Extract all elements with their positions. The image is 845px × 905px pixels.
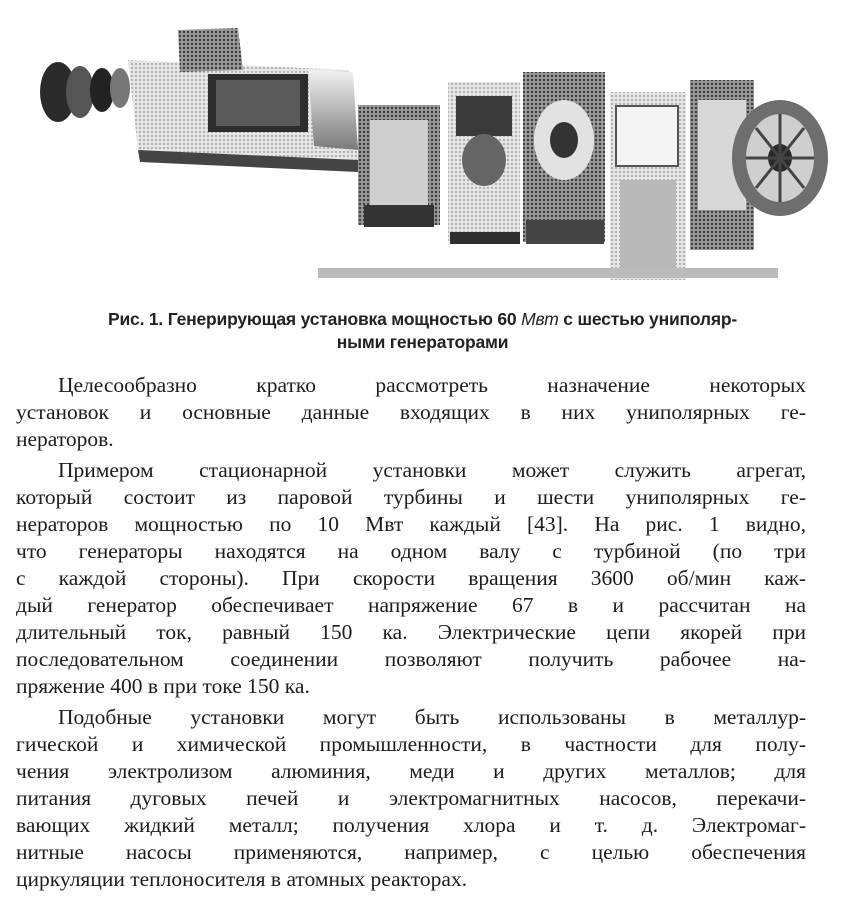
paragraph-line: питания дуговых печей и электромагнитных насосов, перекачи- [16,786,806,810]
paragraph-line: который состоит из паровой турбины и шести униполярных ге- [16,485,806,509]
paragraph-line: с каждой стороны). При скорости вращения 3600 об/мин каж- [16,566,806,590]
left-coupling [40,62,130,122]
caption-prefix: Рис. 1. [108,309,164,329]
paragraph-3 [16,704,806,893]
paragraph-line: циркуляции теплоносителя в атомных реакторах. [16,867,468,891]
figure-caption [20,308,825,354]
caption-text-c: ными генераторами [336,332,509,352]
generator-installation-photo [18,10,830,300]
paragraph-line: нераторов мощностью по 10 Мвт каждый [43]. На рис. 1 видно, [16,512,806,536]
steam-turbine [128,28,358,172]
paragraph-line: пряжение 400 в при токе 150 ка. [16,674,310,698]
paragraph-1 [16,372,806,453]
generator-unit-4 [610,92,686,280]
paragraph-line: нитные насосы применяются, например, с целью обеспечения [16,840,806,864]
caption-text-b: с шестью униполяр- [563,309,737,329]
base-frame [318,268,778,278]
paragraph-line: Целесообразно кратко рассмотреть назначение некоторых [58,373,806,397]
paragraph-line: Примером стационарной установки может служить агрегат, [58,458,806,482]
paragraph-line: нераторов. [16,427,114,451]
paragraph-line: последовательном соединении позволяют получить рабочее на- [16,647,806,671]
paragraph-line: Подобные установки могут быть использованы в металлур- [58,705,806,729]
paragraph-line: вающих жидкий металл; получения хлора и т. д. Электромаг- [16,813,806,837]
end-wheel [732,100,828,216]
generator-unit-2 [448,82,520,244]
paragraph-line: дый генератор обеспечивает напряжение 67 в и рассчитан на [16,593,806,617]
caption-unit: Мвт [521,309,559,329]
generator-unit-3 [523,72,605,244]
body-text [16,372,806,893]
paragraph-line: гической и химической промышленности, в частности для полу- [16,732,806,756]
paragraph-line: что генераторы находятся на одном валу с турбиной (по три [16,539,806,563]
paragraph-2 [16,457,806,700]
paragraph-line: длительный ток, равный 150 ка. Электрические цепи якорей при [16,620,806,644]
paragraph-line: чения электролизом алюминия, меди и других металлов; для [16,759,806,783]
paragraph-line: установок и основные данные входящих в них униполярных ге- [16,400,806,424]
caption-text-a: Генерирующая установка мощностью 60 [167,309,517,329]
generator-unit-1 [358,105,440,227]
